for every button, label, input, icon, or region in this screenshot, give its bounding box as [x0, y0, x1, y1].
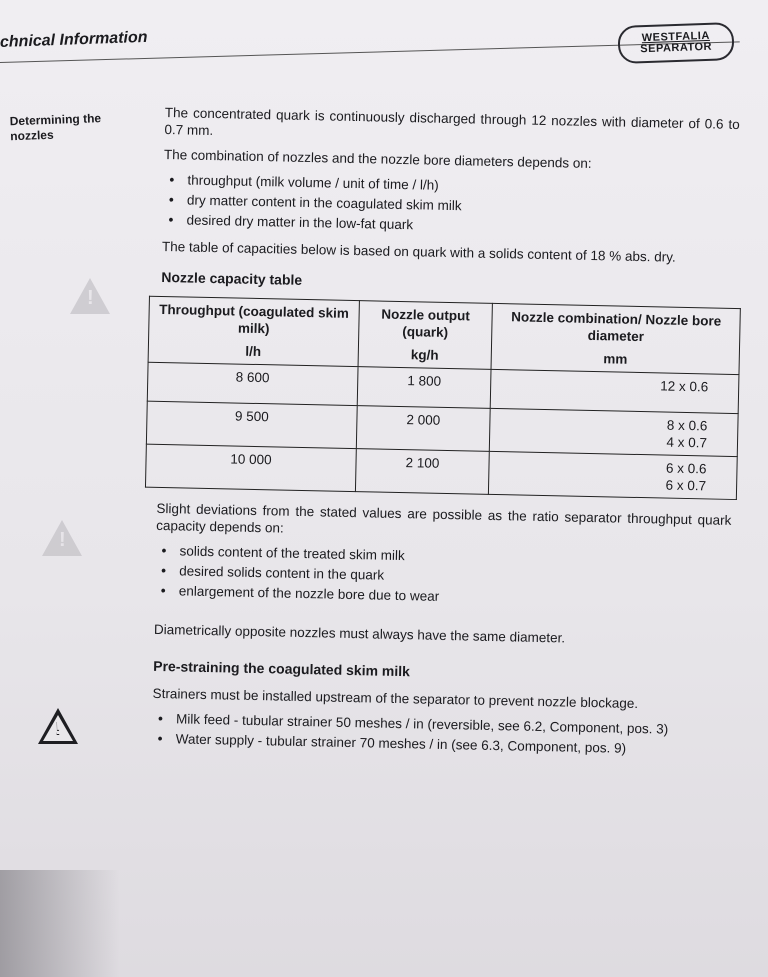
- warning-text: Diametrically opposite nozzles must always have the same diameter.: [153, 621, 566, 646]
- deviations-lead: Slight deviations from the stated values are possible as the ratio separator throughput quark capacity depends on:: [156, 500, 732, 536]
- list-item: • throughput (milk volume / unit of time / l/h): [177, 171, 738, 200]
- warning-icon: ! !: [38, 708, 78, 744]
- column-header-output: Nozzle output (quark) kg/h: [358, 301, 493, 370]
- list-item: • desired solids content in the quark: [169, 562, 730, 591]
- cell-throughput: 8 600: [147, 362, 357, 405]
- cell-output: 2 100: [355, 449, 489, 495]
- prestrain-lead: Strainers must be installed upstream of the separator to prevent nozzle blockage.: [152, 685, 639, 712]
- combination-list: [162, 171, 738, 240]
- cell-combination: 6 x 0.6 6 x 0.7: [489, 451, 738, 499]
- intro-paragraph: The concentrated quark is continuously discharged through 12 nozzles with diameter of 0.6 to 0.7 mm.: [164, 104, 740, 139]
- photo-shadow: [0, 870, 120, 977]
- table-header-row: [148, 296, 740, 374]
- nozzle-capacity-table: [145, 296, 741, 500]
- page-header-title: chnical Information: [0, 28, 148, 51]
- prestrain-title: Pre-straining the coagulated skim milk: [153, 657, 411, 680]
- cell-throughput: 9 500: [146, 401, 357, 448]
- deviations-list: [155, 542, 731, 611]
- cell-combination: 8 x 0.6 4 x 0.7: [489, 408, 738, 456]
- list-item: • enlargement of the nozzle bore due to wear: [169, 582, 730, 611]
- list-item: • solids content of the treated skim milk: [169, 542, 730, 571]
- logo-line-2: SEPARATOR: [640, 40, 713, 56]
- warning-icon: [42, 520, 82, 556]
- list-item: • dry matter content in the coagulated skim milk: [177, 191, 738, 220]
- section-side-label: Determining the nozzles: [9, 111, 102, 144]
- westfalia-logo: [617, 22, 734, 64]
- prestrain-list: [152, 710, 728, 759]
- cell-output: 2 000: [356, 406, 490, 452]
- cell-throughput: 10 000: [145, 444, 356, 491]
- cell-output: 1 800: [357, 367, 491, 409]
- list-item: • Milk feed - tubular strainer 50 meshes / in (reversible, see 6.2, Component, pos. 3): [166, 710, 727, 739]
- logo-line-1: WESTFALIA: [641, 29, 711, 45]
- column-header-throughput: Throughput (coagulated skim milk) l/h: [148, 296, 359, 366]
- list-item: • Water supply - tubular strainer 70 meshes / in (see 6.3, Component, pos. 9): [166, 730, 727, 759]
- list-item: • desired dry matter in the low-fat quark: [176, 211, 737, 240]
- column-header-combination: Nozzle combination/ Nozzle bore diameter mm: [491, 303, 740, 374]
- combination-lead: The combination of nozzles and the nozzle bore diameters depends on:: [163, 146, 592, 171]
- warning-icon: [70, 278, 110, 314]
- table-note: The table of capacities below is based on quark with a solids content of 18 % abs. dry.: [161, 238, 676, 265]
- cell-combination: 12 x 0.6: [490, 369, 739, 413]
- table-title: Nozzle capacity table: [161, 268, 303, 288]
- main-text-column: [151, 104, 740, 769]
